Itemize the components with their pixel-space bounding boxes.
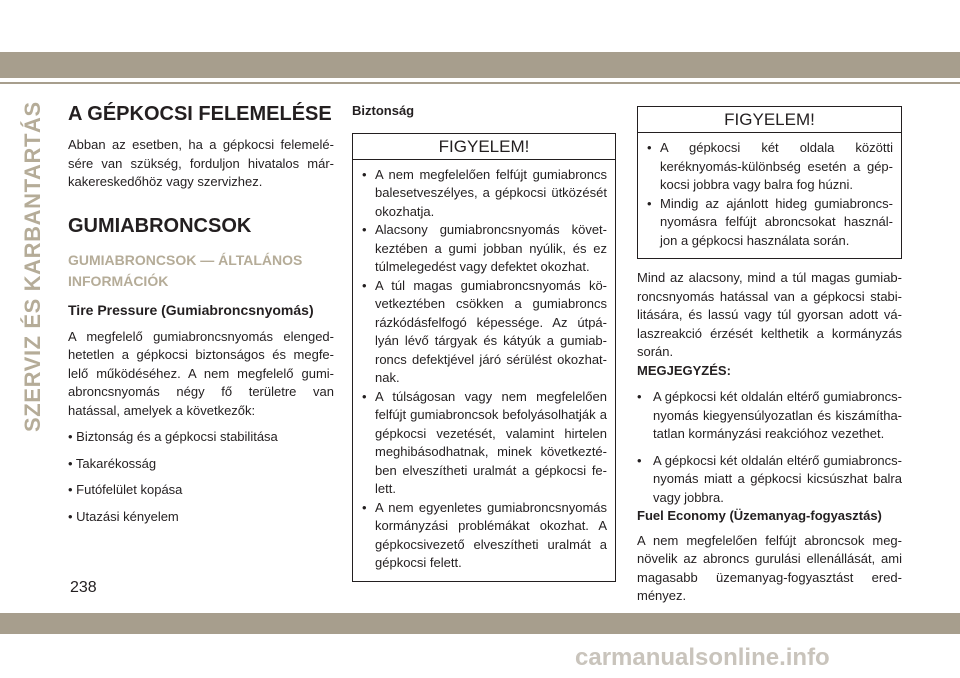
note-list bbox=[637, 388, 902, 507]
warning-item: • Alacsony gumiabroncsnyomás követ-keztében a gumi jobban nyúlik, és ez túlmelegedést vagy defektet okozhat. bbox=[359, 221, 607, 277]
section-side-title: SZERVIZ ÉS KARBANTARTÁS bbox=[20, 101, 45, 432]
warning-item: • A nem egyenletes gumiabroncsnyomás kormányzási problémákat okozhat. A gépkocsivezető elveszítheti uralmát a gépkocsi felett. bbox=[359, 499, 607, 573]
warning-item: • A gépkocsi két oldala közötti keréknyomás-különbség esetén a gép-kocsi jobbra vagy balra fog húzni. bbox=[644, 139, 893, 195]
footer-band bbox=[0, 613, 960, 634]
list-item: • Takarékosság bbox=[68, 455, 157, 471]
list-item: • Biztonság és a gépkocsi stabilitása bbox=[68, 429, 278, 444]
warning-list bbox=[644, 139, 893, 250]
warning-list bbox=[359, 166, 607, 573]
heading-safety: Biztonság bbox=[352, 103, 415, 118]
header-rule bbox=[0, 82, 960, 84]
note-item bbox=[637, 452, 902, 508]
column-middle bbox=[352, 102, 616, 582]
tire-pressure-paragraph: A megfelelő gumiabroncsnyomás elenged-hetetlen a gépkocsi biztonságos és megfe-lelő működéséhez. A nem megfelelő gumi-abroncsnyomás négy fő területre van hatással, amelyek a következők: bbox=[68, 328, 334, 418]
warning-item: • A túl magas gumiabroncsnyomás kö-vetkeztében csökken a gumiabroncs rázkódásfelfogó képessége. Az útpá-lyán lévő tárgyak és kátyúk a gumiab-roncs defektjével járó sérülést okozhat-nak. bbox=[359, 277, 607, 388]
stability-paragraph: Mind az alacsony, mind a túl magas gumiab-roncsnyomás hatással van a gépkocsi stabi-litására, és lassú vagy túl gyorsan adott vá-laszreakció érzését kelthetik a kormányzás során. bbox=[637, 270, 902, 359]
subheading-tire-pressure: Tire Pressure (Gumiabroncsnyomás) bbox=[68, 301, 314, 318]
subheading-tires-general bbox=[68, 250, 334, 292]
watermark-text: carmanualsonline.info bbox=[575, 644, 830, 671]
warning-box bbox=[352, 133, 616, 582]
note-text: A gépkocsi két oldalán eltérő gumiabroncs-nyomás miatt a gépkocsi kicsúszhat balra vagy jobbra. bbox=[653, 452, 902, 505]
warning-title: FIGYELEM! bbox=[638, 107, 901, 133]
warning-title: FIGYELEM! bbox=[353, 134, 615, 160]
page-number: 238 bbox=[70, 579, 97, 596]
bullet-glyph: • bbox=[637, 389, 642, 404]
header-band bbox=[0, 52, 960, 78]
warning-item: • A túlságosan vagy nem megfelelően felfújt gumiabroncsok befolyásolhatják a gépkocsi vezetését, valamint hirtelen meghibásodhatnak, minek következté-ben elveszítheti uralmát a gépkocsi fe-lett. bbox=[359, 388, 607, 499]
fuel-economy-paragraph: A nem megfelelően felfújt abroncsok meg-növelik az abroncs gurulási ellenállását, ami magasabb üzemanyag-fogyasztást ered-ményez. bbox=[637, 532, 902, 603]
list-item: • Utazási kényelem bbox=[68, 508, 179, 524]
warning-body bbox=[638, 133, 901, 258]
note-heading: MEGJEGYZÉS: bbox=[637, 362, 731, 378]
list-item: • Futófelület kopása bbox=[68, 482, 183, 497]
lifting-paragraph: Abban az esetben, ha a gépkocsi felemelé-sére van szükség, forduljon hivatalos már-kakereskedőhöz vagy szervizhez. bbox=[68, 137, 334, 189]
warning-item: • A nem megfelelően felfújt gumiabroncs balesetveszélyes, a gépkocsi ütközését okozhatja. bbox=[359, 166, 607, 222]
subheading-line-1: GUMIABRONCSOK — ÁLTALÁNOS bbox=[68, 251, 303, 268]
warning-item: • Mindig az ajánlott hideg gumiabroncs-nyomásra felfújt abroncsokat használ-jon a gépkocsi használata során. bbox=[644, 195, 893, 251]
bullet-glyph: • bbox=[637, 452, 642, 468]
note-text: A gépkocsi két oldalán eltérő gumiabroncs-nyomás kiegyensúlyozatlan és kiszámítha-tatlan kormányzási reakcióhoz vezethet. bbox=[653, 389, 902, 441]
column-left bbox=[68, 102, 334, 526]
note-item bbox=[637, 388, 902, 444]
column-right bbox=[637, 106, 902, 606]
heading-tires: GUMIABRONCSOK bbox=[68, 214, 252, 237]
subheading-line-2: INFORMÁCIÓK bbox=[68, 272, 169, 289]
warning-body bbox=[353, 160, 615, 581]
heading-vehicle-lifting: A GÉPKOCSI FELEMELÉSE bbox=[68, 103, 332, 125]
heading-fuel-economy: Fuel Economy (Üzemanyag-fogyasztás) bbox=[637, 508, 882, 523]
warning-box bbox=[637, 106, 902, 259]
